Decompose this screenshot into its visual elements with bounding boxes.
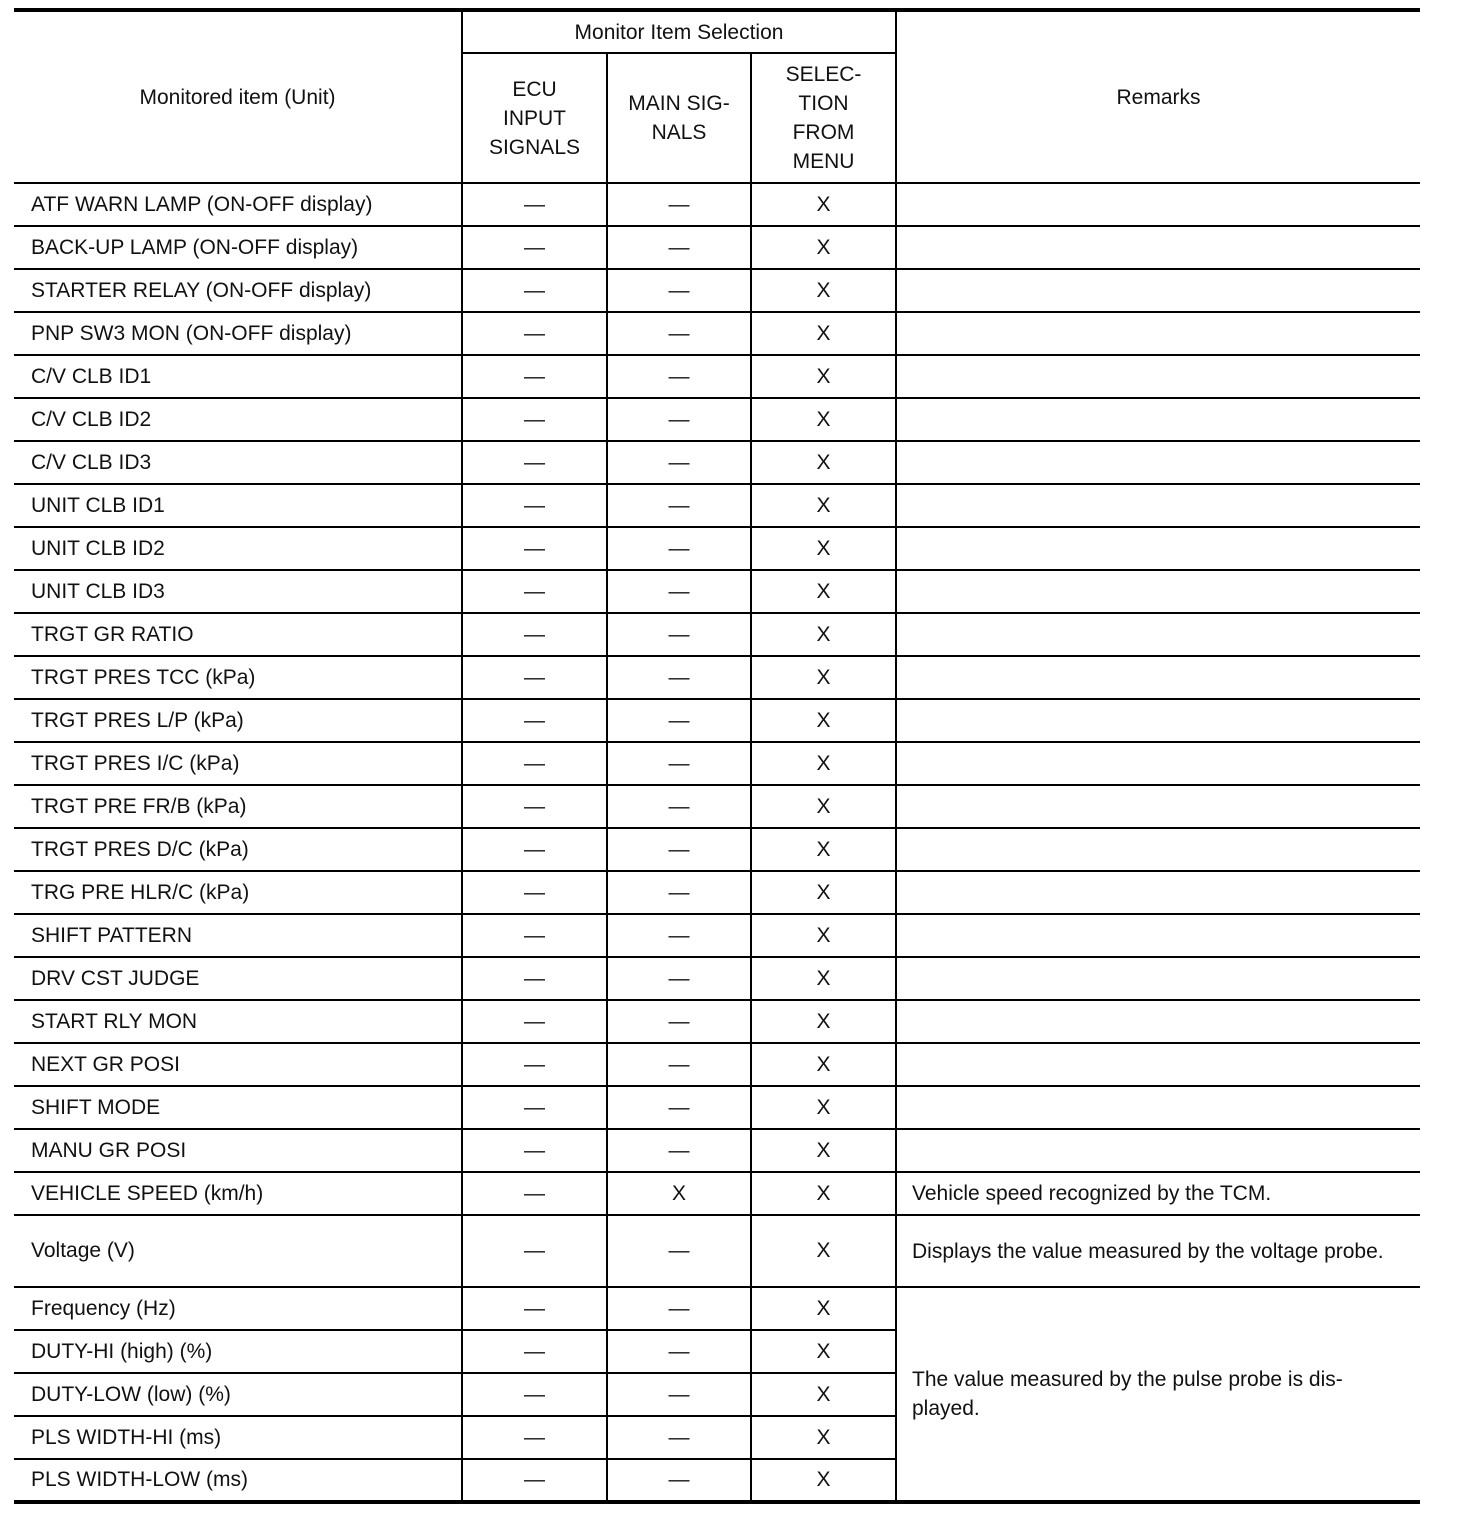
monitored-item: Frequency (Hz) bbox=[14, 1287, 462, 1330]
main-signals-mark: — bbox=[607, 613, 751, 656]
selection-mark: X bbox=[751, 1043, 896, 1086]
header-ecu-input-signals: ECU INPUT SIGNALS bbox=[462, 53, 607, 183]
remark-text bbox=[896, 1129, 1420, 1172]
main-signals-mark: — bbox=[607, 785, 751, 828]
main-signals-mark: — bbox=[607, 1287, 751, 1330]
ecu-input-mark: — bbox=[462, 613, 607, 656]
main-signals-mark: — bbox=[607, 1416, 751, 1459]
main-signals-mark: — bbox=[607, 269, 751, 312]
selection-mark: X bbox=[751, 871, 896, 914]
selection-mark: X bbox=[751, 1330, 896, 1373]
monitored-item: DUTY-LOW (low) (%) bbox=[14, 1373, 462, 1416]
monitored-item: SHIFT MODE bbox=[14, 1086, 462, 1129]
monitored-item: START RLY MON bbox=[14, 1000, 462, 1043]
table-row bbox=[14, 656, 1420, 699]
selection-mark: X bbox=[751, 527, 896, 570]
monitored-item: UNIT CLB ID2 bbox=[14, 527, 462, 570]
ecu-input-mark: — bbox=[462, 441, 607, 484]
header-main-signals: MAIN SIG- NALS bbox=[607, 53, 751, 183]
table-row bbox=[14, 957, 1420, 1000]
table-row bbox=[14, 441, 1420, 484]
monitored-item: Voltage (V) bbox=[14, 1215, 462, 1287]
ecu-input-mark: — bbox=[462, 1000, 607, 1043]
remark-text: Displays the value measured by the voltage probe. bbox=[896, 1215, 1420, 1287]
main-signals-mark: — bbox=[607, 570, 751, 613]
main-signals-mark: — bbox=[607, 828, 751, 871]
remark-text bbox=[896, 957, 1420, 1000]
monitored-item: NEXT GR POSI bbox=[14, 1043, 462, 1086]
selection-mark: X bbox=[751, 1086, 896, 1129]
remark-text bbox=[896, 570, 1420, 613]
selection-mark: X bbox=[751, 656, 896, 699]
remark-text bbox=[896, 398, 1420, 441]
ecu-input-mark: — bbox=[462, 1129, 607, 1172]
table-row bbox=[14, 484, 1420, 527]
ecu-input-mark: — bbox=[462, 871, 607, 914]
header-remarks: Remarks bbox=[896, 10, 1420, 183]
selection-mark: X bbox=[751, 1416, 896, 1459]
ecu-input-mark: — bbox=[462, 699, 607, 742]
selection-mark: X bbox=[751, 742, 896, 785]
table-row bbox=[14, 699, 1420, 742]
ecu-input-mark: — bbox=[462, 1330, 607, 1373]
monitored-item: TRGT PRES D/C (kPa) bbox=[14, 828, 462, 871]
main-signals-mark: — bbox=[607, 1000, 751, 1043]
table-row bbox=[14, 1129, 1420, 1172]
monitored-item: TRGT PRES TCC (kPa) bbox=[14, 656, 462, 699]
main-signals-mark: — bbox=[607, 957, 751, 1000]
table-row bbox=[14, 355, 1420, 398]
monitored-item: TRGT GR RATIO bbox=[14, 613, 462, 656]
table-row bbox=[14, 914, 1420, 957]
selection-mark: X bbox=[751, 398, 896, 441]
ecu-input-mark: — bbox=[462, 656, 607, 699]
ecu-input-mark: — bbox=[462, 1086, 607, 1129]
table-row bbox=[14, 1215, 1420, 1287]
table-row bbox=[14, 1287, 1420, 1330]
table-row bbox=[14, 398, 1420, 441]
main-signals-mark: — bbox=[607, 1459, 751, 1502]
main-signals-mark: — bbox=[607, 1215, 751, 1287]
table-row bbox=[14, 269, 1420, 312]
monitored-item: DRV CST JUDGE bbox=[14, 957, 462, 1000]
selection-mark: X bbox=[751, 1129, 896, 1172]
remark-text bbox=[896, 1043, 1420, 1086]
remark-text bbox=[896, 785, 1420, 828]
selection-mark: X bbox=[751, 1287, 896, 1330]
table-row bbox=[14, 1043, 1420, 1086]
selection-mark: X bbox=[751, 226, 896, 269]
table-row bbox=[14, 527, 1420, 570]
remark-text bbox=[896, 1086, 1420, 1129]
ecu-input-mark: — bbox=[462, 1172, 607, 1215]
ecu-input-mark: — bbox=[462, 1373, 607, 1416]
header-selection-from-menu: SELEC- TION FROM MENU bbox=[751, 53, 896, 183]
table-row bbox=[14, 613, 1420, 656]
main-signals-mark: — bbox=[607, 441, 751, 484]
ecu-input-mark: — bbox=[462, 312, 607, 355]
monitored-item: TRGT PRES L/P (kPa) bbox=[14, 699, 462, 742]
remark-text bbox=[896, 828, 1420, 871]
selection-mark: X bbox=[751, 269, 896, 312]
monitored-item: SHIFT PATTERN bbox=[14, 914, 462, 957]
main-signals-mark: — bbox=[607, 699, 751, 742]
main-signals-mark: — bbox=[607, 398, 751, 441]
table-row bbox=[14, 1172, 1420, 1215]
remark-text bbox=[896, 269, 1420, 312]
selection-mark: X bbox=[751, 613, 896, 656]
table-row bbox=[14, 1086, 1420, 1129]
monitored-item: C/V CLB ID2 bbox=[14, 398, 462, 441]
remark-text bbox=[896, 656, 1420, 699]
main-signals-mark: — bbox=[607, 355, 751, 398]
ecu-input-mark: — bbox=[462, 742, 607, 785]
main-signals-mark: — bbox=[607, 742, 751, 785]
remark-text bbox=[896, 441, 1420, 484]
main-signals-mark: — bbox=[607, 1086, 751, 1129]
main-signals-mark: — bbox=[607, 1330, 751, 1373]
monitored-item: TRGT PRES I/C (kPa) bbox=[14, 742, 462, 785]
table-row bbox=[14, 742, 1420, 785]
selection-mark: X bbox=[751, 1459, 896, 1502]
monitored-item: STARTER RELAY (ON-OFF display) bbox=[14, 269, 462, 312]
ecu-input-mark: — bbox=[462, 527, 607, 570]
table-row bbox=[14, 871, 1420, 914]
monitor-item-table bbox=[14, 8, 1420, 1504]
main-signals-mark: — bbox=[607, 312, 751, 355]
main-signals-mark: — bbox=[607, 183, 751, 226]
main-signals-mark: — bbox=[607, 656, 751, 699]
remark-text bbox=[896, 1000, 1420, 1043]
ecu-input-mark: — bbox=[462, 484, 607, 527]
monitored-item: DUTY-HI (high) (%) bbox=[14, 1330, 462, 1373]
monitored-item: ATF WARN LAMP (ON-OFF display) bbox=[14, 183, 462, 226]
selection-mark: X bbox=[751, 1215, 896, 1287]
main-signals-mark: — bbox=[607, 871, 751, 914]
monitored-item: C/V CLB ID1 bbox=[14, 355, 462, 398]
selection-mark: X bbox=[751, 828, 896, 871]
ecu-input-mark: — bbox=[462, 226, 607, 269]
table-row bbox=[14, 183, 1420, 226]
remark-text bbox=[896, 226, 1420, 269]
header-monitor-item-selection: Monitor Item Selection bbox=[462, 10, 896, 53]
table-row bbox=[14, 828, 1420, 871]
ecu-input-mark: — bbox=[462, 1416, 607, 1459]
ecu-input-mark: — bbox=[462, 355, 607, 398]
selection-mark: X bbox=[751, 1172, 896, 1215]
monitored-item: VEHICLE SPEED (km/h) bbox=[14, 1172, 462, 1215]
main-signals-mark: — bbox=[607, 1373, 751, 1416]
ecu-input-mark: — bbox=[462, 398, 607, 441]
ecu-input-mark: — bbox=[462, 570, 607, 613]
selection-mark: X bbox=[751, 312, 896, 355]
selection-mark: X bbox=[751, 183, 896, 226]
main-signals-mark: — bbox=[607, 1129, 751, 1172]
monitored-item: PLS WIDTH-HI (ms) bbox=[14, 1416, 462, 1459]
pulse-probe-remark: The value measured by the pulse probe is dis- played. bbox=[896, 1287, 1420, 1502]
remark-text bbox=[896, 527, 1420, 570]
remark-text bbox=[896, 183, 1420, 226]
monitored-item: PLS WIDTH-LOW (ms) bbox=[14, 1459, 462, 1502]
ecu-input-mark: — bbox=[462, 269, 607, 312]
ecu-input-mark: — bbox=[462, 1215, 607, 1287]
remark-text bbox=[896, 355, 1420, 398]
selection-mark: X bbox=[751, 699, 896, 742]
table-body bbox=[14, 183, 1420, 1502]
selection-mark: X bbox=[751, 570, 896, 613]
monitored-item: PNP SW3 MON (ON-OFF display) bbox=[14, 312, 462, 355]
monitored-item: TRGT PRE FR/B (kPa) bbox=[14, 785, 462, 828]
monitored-item: C/V CLB ID3 bbox=[14, 441, 462, 484]
selection-mark: X bbox=[751, 1373, 896, 1416]
main-signals-mark: — bbox=[607, 226, 751, 269]
main-signals-mark: — bbox=[607, 484, 751, 527]
selection-mark: X bbox=[751, 914, 896, 957]
main-signals-mark: — bbox=[607, 1043, 751, 1086]
remark-text bbox=[896, 613, 1420, 656]
monitored-item: BACK-UP LAMP (ON-OFF display) bbox=[14, 226, 462, 269]
monitored-item: UNIT CLB ID1 bbox=[14, 484, 462, 527]
ecu-input-mark: — bbox=[462, 957, 607, 1000]
main-signals-mark: X bbox=[607, 1172, 751, 1215]
remark-text bbox=[896, 312, 1420, 355]
monitored-item: MANU GR POSI bbox=[14, 1129, 462, 1172]
selection-mark: X bbox=[751, 785, 896, 828]
table-row bbox=[14, 226, 1420, 269]
remark-text bbox=[896, 484, 1420, 527]
monitored-item: TRG PRE HLR/C (kPa) bbox=[14, 871, 462, 914]
table-row bbox=[14, 570, 1420, 613]
ecu-input-mark: — bbox=[462, 1043, 607, 1086]
main-signals-mark: — bbox=[607, 914, 751, 957]
remark-text bbox=[896, 742, 1420, 785]
ecu-input-mark: — bbox=[462, 1287, 607, 1330]
table-row bbox=[14, 1000, 1420, 1043]
table-row bbox=[14, 312, 1420, 355]
remark-text bbox=[896, 699, 1420, 742]
remark-text bbox=[896, 871, 1420, 914]
selection-mark: X bbox=[751, 355, 896, 398]
monitored-item: UNIT CLB ID3 bbox=[14, 570, 462, 613]
selection-mark: X bbox=[751, 441, 896, 484]
main-signals-mark: — bbox=[607, 527, 751, 570]
remark-text bbox=[896, 914, 1420, 957]
selection-mark: X bbox=[751, 957, 896, 1000]
ecu-input-mark: — bbox=[462, 183, 607, 226]
remark-text: Vehicle speed recognized by the TCM. bbox=[896, 1172, 1420, 1215]
selection-mark: X bbox=[751, 1000, 896, 1043]
ecu-input-mark: — bbox=[462, 1459, 607, 1502]
table-row bbox=[14, 785, 1420, 828]
ecu-input-mark: — bbox=[462, 914, 607, 957]
header-monitored-item: Monitored item (Unit) bbox=[14, 10, 462, 183]
selection-mark: X bbox=[751, 484, 896, 527]
ecu-input-mark: — bbox=[462, 785, 607, 828]
ecu-input-mark: — bbox=[462, 828, 607, 871]
